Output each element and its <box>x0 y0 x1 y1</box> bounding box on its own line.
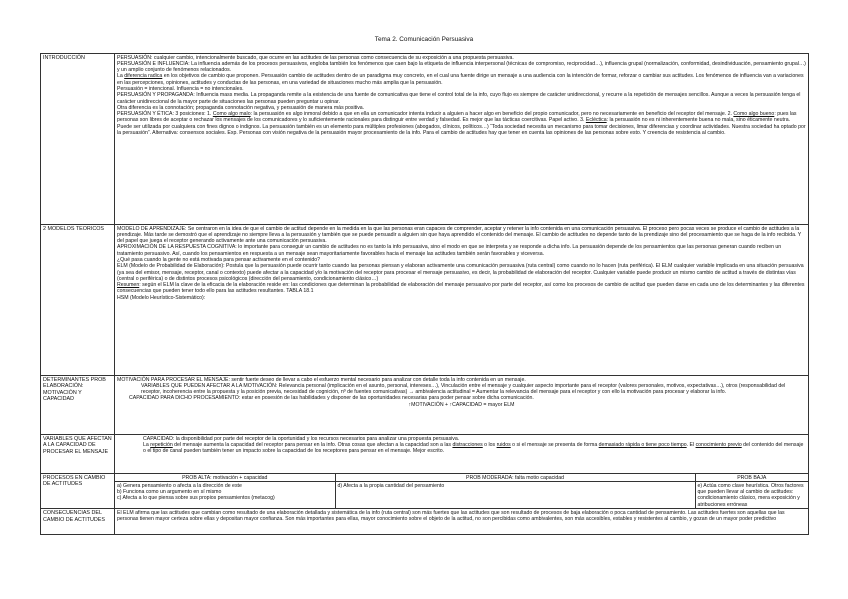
intro-diferencia: La diferencia radica en los objetivos de cambio que proponen. Persuasión cambio de actitudes dentro de un paradigma muy concreto, en el cual una fuente dirige un mensaje a una audiencia con la intención de formar, reforzar o cambiar sus actitudes. Los fenómenos de influencia van a variaciones en las percepciones, opiniones, actitudes y conductas de las personas, en una variedad de situaciones mucho más amplia que la persuasión. <box>117 73 804 86</box>
section-content-variables <box>115 435 809 474</box>
elm-modelo: ELM (Modelo de Probabilidad de Elaboración): Postula que la persuasión puede ocurrir tanto cuando las personas piensan y elaboran activamente una comunicación persuasiva (ruta central) como cuando no lo hacen (ruta periférica). El ELM cualquier variable implicada en una situación persuasiva (ya sea del emisor, mensaje, receptor, canal o contexto) puede afectar a la capacidad y/o la motivación del receptor para procesar el mensaje persuasivo, es decir, la probabilidad de elaboración del receptor. Cualquier variable puede producir un mismo cambio de actitud a través de distintas vías (central o periférica) o de distintos procesos psicológicos (dirección del pensamiento, condicionamiento clásico…) <box>117 263 804 282</box>
variables-motivacion: VARIABLES QUE PUEDEN AFECTAR A LA MOTIVACIÓN: Relevancia personal (implicación en el asunto, personal, intereses…), Vinculación entre el mensaje y cualquier aspecto importante para el receptor (valores personales, motivos, expectativas…), otros (responsabilidad del receptor, incoherencia entre la propuesta y la posición previa, necesidad de cognición, nº de fuentes comunicativas) → ambivalencia actitudinal = Aumentar la relevancia del mensaje para el receptor y con ello la motivación para procesar y elaborar la info. <box>141 382 786 396</box>
row-determinantes <box>41 376 809 435</box>
row-modelos <box>41 225 809 376</box>
intro-propaganda: PERSUASIÓN Y PROPAGANDA: Influencia mass media. La propaganda remite a la existencia de una fuente de comunicativa que tiene el control total de la info, cuyo flujo es siempre de carácter unidireccional, y recurre a la repetición de mensajes sencillos. Aunque a veces la persuasión tenga el carácter unidireccional de la mayor parte de situaciones las personas pueden preguntar u opinar. <box>117 92 801 105</box>
row-introduccion <box>41 54 809 225</box>
section-content-procesos <box>115 474 809 509</box>
section-content-consecuencias: El ELM afirma que las actitudes que cambian como resultado de una elaboración detallada y sistemática de la info (ruta central) son más fuertes que las actitudes que son resultado de procesos de baja elaboración o poca cantidad de pensamiento. Las actitudes fuertes son aquellas que las personas tienen mayor certeza sobre ellas y depositan mayor confianza. Son más importantes para ellas, mayor conocimiento sobre el objeto de la actitud, no son percibidas como ambivalentes, son más accesibles, estables y resistentes al cambio, y gozan de un mayor poder predictivo <box>115 509 809 535</box>
section-label-variables: VARIABLES QUE AFECTAN A LA CAPACIDAD DE PROCESAR EL MENSAJE <box>41 435 115 474</box>
intro-persuasion-influencia: PERSUASIÓN E INFLUENCIA: La influencia además de los procesos persuasivos, engloba también los fenómenos que caen bajo la etiqueta de influencia interpersonal (técnicas de compromiso, reciprocidad…), influencia grupal (normalización, conformidad, desindividuación, pensamiento grupal…) y un amplio conjunto de fenómenos relacionados. <box>117 60 806 74</box>
capacidad-factores: La repetición del mensaje aumenta la capacidad del receptor para pensar en la info. Otras cosas que afectan a la capacidad son a las distracciones o los ruidos o si el mensaje se presenta de forma demasiado rápida o tiene poco tiempo. El conocimiento previo del contenido del mensaje o el tipo de canal pueden también tener un impacto sobre la capacidad de los receptores para pensar en el mensaje. Mejor escrito. <box>143 441 804 455</box>
section-label-determinantes: DETERMINANTES PROB ELABORACIÓN: MOTIVACIÓN Y CAPACIDAD <box>41 376 115 435</box>
cell-prob-alta <box>115 482 335 509</box>
respuesta-cognitiva: APROXIMACIÓN DE LA RESPUESTA COGNITIVA: lo importante para conseguir un cambio de actitudes no es tanto la info persuasiva, sino el modo en que se interpreta y se responde a dicha info. La persuasión depende de los pensamientos que las personas generan cuando reciben un tratamiento persuasivo. Así, cuando los pensamientos en respuesta a un mensaje sean mayoritariamente favorables hacia el mensaje las actitudes también serán favorables y viceversa. <box>117 244 782 257</box>
row-variables <box>41 435 809 474</box>
page-title: Tema 2. Comunicación Persuasiva <box>374 36 474 43</box>
cell-prob-baja: e) Actúa como clave heurística. Otros factores que pueden llevar al cambio de actitudes: condicionamiento clásico, mera exposición y atribuciones erróneas <box>697 482 804 508</box>
intro-etica: PERSUASIÓN Y ÉTICA: 3 posiciones: 1. Como algo malo: la persuasión es algo inmoral debido a que en ella un comunicador intenta inducir a alguien a hacer algo en beneficio del propio comunicador, pero no necesariamente en beneficio del receptor del mensaje. 2. Como algo bueno: pues las personas son libres de aceptar o rechazar los mensajes de los comunicadores y lo suficientemente racionales para distinguir entre verdad y falsedad. Es mejor que las tácticas coercitivas. Papel activo. 3. Ecléctica: la persuasión no es ni inherentemente buena no mala, sino éticamente neutra. Puede ser utilizada por cualquiera con fines dignos o indignos. La persuasión también es un elemento para múltiples profesiones (abogados, clínicos, políticos…) “Toda sociedad necesita un mecanismo para tomar decisiones, limar diferencias y coordinar actividades. Nuestra sociedad ha optado por la persuasión”. Alternativa: consensos sociales. Exp. Personas con visión negativa de la persuasión mayor procesamiento de la info. Para el cambio de actitudes hay que tener en cuenta las opiniones de las personas sobre esto. Y creencia de resistencia al cambio. <box>117 111 806 137</box>
alta-b: b) Funciona como un argumento en sí mismo <box>117 489 222 496</box>
intro-persuasion-def: PERSUASIÓN: cualquier cambio, intencionalmente buscado, que ocurre en las actitudes de las personas como consecuencia de su exposición a una propuesta persuasiva. <box>117 54 514 61</box>
row-procesos <box>41 474 809 509</box>
section-label-introduccion: INTRODUCCIÓN <box>41 54 115 225</box>
notes-table <box>40 53 809 535</box>
section-label-modelos: 2 MODELOS TEORICOS <box>41 225 115 376</box>
section-content-introduccion <box>115 54 809 225</box>
header-prob-moderada: PROB MODERADA: falta motio capacidad <box>335 474 695 482</box>
alta-c: c) Afecta a lo que piensa sobre sus propios pensamientos (metacog) <box>117 495 275 502</box>
motivacion-procesar: MOTIVACIÓN PARA PROCESAR EL MENSAJE: sentir fuerte deseo de llevar a cabo el esfuerzo mental necesario para analizar con detalle toda la info contenida en un mensaje. <box>117 376 526 383</box>
modelo-aprendizaje: MODELO DE APRENDIZAJE: Se centraron en la idea de que el cambio de actitud depende en la medida en la que las personas eran capaces de comprender, aceptar y retener la info contenida en una comunicación persuasiva. El proceso pero pocas veces se produce el cambio de actitudes a la prendizaje. Más tarde se demostró que el aprendizaje no siempre lleva a la persuasión y también que se puede persuadir a alguien sin que haya aprendido el contenido del mensaje. El cambio de actitudes no depende tanto de la prendizaje sino del procesamiento que se haga de la info recibida. Y del papel que juega el receptor generando activamente ante una comunicación persuasiva. <box>117 225 802 245</box>
alta-a: a) Genera pensamiento o afecta a la dirección de este <box>117 482 242 489</box>
capacidad-def: CAPACIDAD: la disponibilidad por parte del receptor de la oportunidad y los recursos necesarios para analizar una propuesta persuasiva. <box>143 435 460 442</box>
hsm-modelo: HSM (Modelo Heurístico-Sistemático): <box>117 294 206 301</box>
section-label-procesos: PROCESOS EN CAMBIO DE ACTITUDES <box>41 474 115 509</box>
pregunta-motivacion: ¿Qué pasa cuando la gente no está motivada para pensar activamente en el contenido? <box>117 256 321 263</box>
row-consecuencias <box>41 509 809 535</box>
section-label-consecuencias: CONSECUENCIAS DEL CAMBIO DE ACTITUDES <box>41 509 115 535</box>
resumen-elm: Resumen: según el ELM la clave de la eficacia de la elaboración reside en: las condiciones que determinan la probabilidad de elaboración del mensaje persuasivo por parte del receptor, así como los procesos de cambio de actitud que pueden darse en cada uno de los determinantes y las diferentes consecuencias que pueden tener todo ello para las actitudes resultantes. TABLA 18.1 <box>117 282 805 295</box>
cell-prob-moderada: d) Afecta a la propia cantidad del pensamiento <box>335 482 695 509</box>
section-content-modelos <box>115 225 809 376</box>
section-content-determinantes <box>115 376 809 435</box>
intro-intencional: Persuasión = intencional. Influencia = no intencionales. <box>117 85 244 92</box>
header-prob-baja: PROB BAJA <box>695 474 808 482</box>
intro-connotacion: Otra diferencia es la connotación; propaganda connotación negativa, y persuasión de manera más positiva. <box>117 104 365 111</box>
procesos-subtable <box>115 474 808 508</box>
formula-elm: ↑MOTIVACIÓN + ↑CAPACIDAD = mayor ELM <box>408 401 515 408</box>
capacidad-procesamiento: CAPACIDAD PARA DICHO PROCESAMIENTO: estar en posesión de las habilidades y disponer de las oportunidades necesarias para poder pensar sobre dicha comunicación. <box>129 395 534 402</box>
header-prob-alta: PROB ALTA: motivación + capacidad <box>115 474 335 482</box>
